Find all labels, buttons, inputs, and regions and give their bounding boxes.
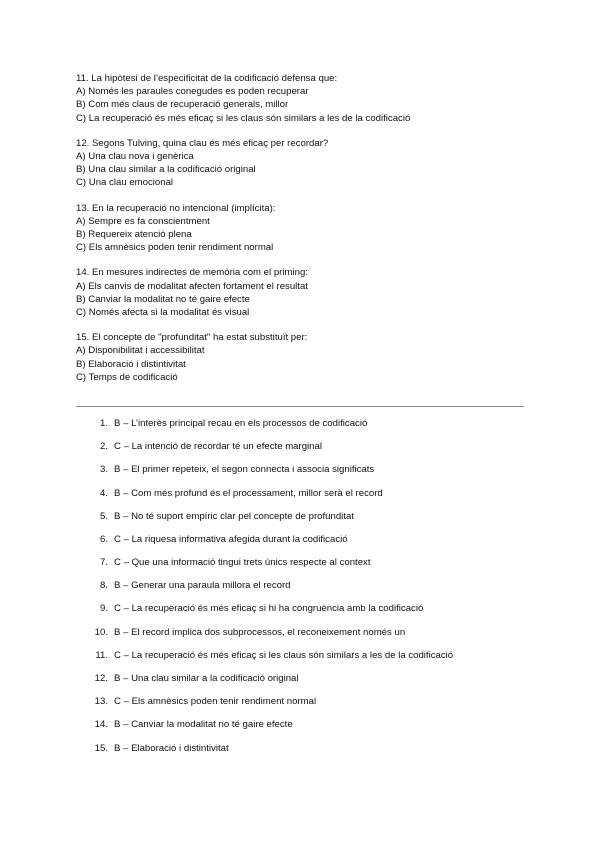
questions-section bbox=[76, 72, 536, 396]
answer-item bbox=[88, 644, 528, 667]
answer-item bbox=[88, 737, 528, 760]
answer-text: C – La recuperació és més eficaç si les claus són similars a les de la codificació bbox=[114, 649, 454, 661]
answer-number: 10. bbox=[94, 626, 108, 638]
answer-text: C – La riquesa informativa afegida durant la codificació bbox=[114, 533, 348, 545]
answer-number: 14. bbox=[94, 719, 108, 731]
answer-text: B – Una clau similar a la codificació original bbox=[114, 673, 299, 685]
question-15 bbox=[76, 331, 536, 384]
answer-text: B – El record implica dos subprocessos, el reconeixement només un bbox=[114, 626, 406, 638]
question-stem: 14. En mesures indirectes de memòria com el priming: bbox=[76, 267, 308, 279]
question-stem: 15. El concepte de "profunditat" ha estat substituït per: bbox=[76, 332, 308, 344]
answer-text: B – Generar una paraula millora el record bbox=[114, 580, 291, 592]
answer-item bbox=[88, 528, 528, 551]
answer-item bbox=[88, 458, 528, 481]
answer-number: 5. bbox=[99, 510, 108, 522]
option-a: A) Disponibilitat i accessibilitat bbox=[76, 345, 205, 357]
question-11 bbox=[76, 72, 536, 125]
question-stem: 11. La hipòtesi de l’especificitat de la codificació defensa que: bbox=[76, 73, 338, 84]
answer-number: 15. bbox=[94, 742, 108, 754]
answer-key-list bbox=[88, 412, 528, 760]
option-a: A) Els canvis de modalitat afecten fortament el resultat bbox=[76, 280, 308, 292]
answer-number: 8. bbox=[99, 580, 108, 592]
option-c: C) Temps de codificació bbox=[76, 371, 178, 383]
option-b: B) Canviar la modalitat no té gaire efecte bbox=[76, 293, 250, 305]
answer-text: B – El primer repeteix, el segon connecta i associa significats bbox=[114, 464, 375, 476]
question-14 bbox=[76, 266, 536, 319]
answer-text: C – La intenció de recordar té un efecte marginal bbox=[114, 441, 322, 453]
answer-number: 4. bbox=[99, 487, 108, 499]
answer-text: B – Elaboració i distintivitat bbox=[114, 742, 229, 754]
answer-text: B – L’interès principal recau en els processos de codificació bbox=[114, 417, 368, 429]
option-c: C) Els amnèsics poden tenir rendiment normal bbox=[76, 242, 274, 254]
answer-number: 2. bbox=[99, 441, 108, 453]
answer-text: B – Canviar la modalitat no té gaire efecte bbox=[114, 719, 293, 731]
option-a: A) Sempre es fa conscientment bbox=[76, 215, 210, 227]
answer-number: 6. bbox=[99, 533, 108, 545]
answer-item bbox=[88, 412, 528, 435]
answer-item bbox=[88, 505, 528, 528]
option-a: A) Només les paraules conegudes es poden recuperar bbox=[76, 86, 309, 98]
option-c: C) Una clau emocional bbox=[76, 177, 174, 189]
answer-text: B – No té suport empíric clar pel concepte de profunditat bbox=[114, 510, 354, 522]
answer-number: 7. bbox=[99, 557, 108, 569]
question-stem: 12. Segons Tulving, quina clau és més eficaç per recordar? bbox=[76, 137, 329, 149]
answer-item bbox=[88, 713, 528, 736]
option-c: C) La recuperació és més eficaç si les claus són similars a les de la codificació bbox=[76, 112, 411, 124]
section-divider bbox=[76, 406, 524, 407]
answer-number: 9. bbox=[99, 603, 108, 615]
answer-item bbox=[88, 551, 528, 574]
question-stem: 13. En la recuperació no intencional (implícita): bbox=[76, 202, 276, 214]
answer-item bbox=[88, 690, 528, 713]
option-c: C) Només afecta si la modalitat és visual bbox=[76, 307, 250, 319]
answer-number: 3. bbox=[99, 464, 108, 476]
answer-text: B – Com més profund és el processament, millor serà el record bbox=[114, 487, 383, 499]
option-b: B) Requereix atenció plena bbox=[76, 229, 192, 241]
answer-item bbox=[88, 598, 528, 621]
answer-number: 11. bbox=[95, 649, 108, 661]
answer-item bbox=[88, 667, 528, 690]
option-b: B) Una clau similar a la codificació original bbox=[76, 164, 256, 176]
answer-number: 1. bbox=[99, 417, 108, 429]
answer-item bbox=[88, 621, 528, 644]
answer-text: C – Que una informació tingui trets únics respecte al context bbox=[114, 557, 371, 569]
option-b: B) Com més claus de recuperació generals, millor bbox=[76, 99, 289, 111]
answer-text: C – La recuperació és més eficaç si hi ha congruència amb la codificació bbox=[114, 603, 424, 615]
question-13 bbox=[76, 202, 536, 255]
answer-item bbox=[88, 435, 528, 458]
question-12 bbox=[76, 137, 536, 190]
answer-item bbox=[88, 574, 528, 597]
option-a: A) Una clau nova i genèrica bbox=[76, 151, 194, 163]
answer-text: C – Els amnèsics poden tenir rendiment normal bbox=[114, 696, 317, 708]
answer-item bbox=[88, 482, 528, 505]
answer-number: 13. bbox=[94, 696, 108, 708]
option-b: B) Elaboració i distintivitat bbox=[76, 358, 186, 370]
answer-number: 12. bbox=[94, 673, 108, 685]
